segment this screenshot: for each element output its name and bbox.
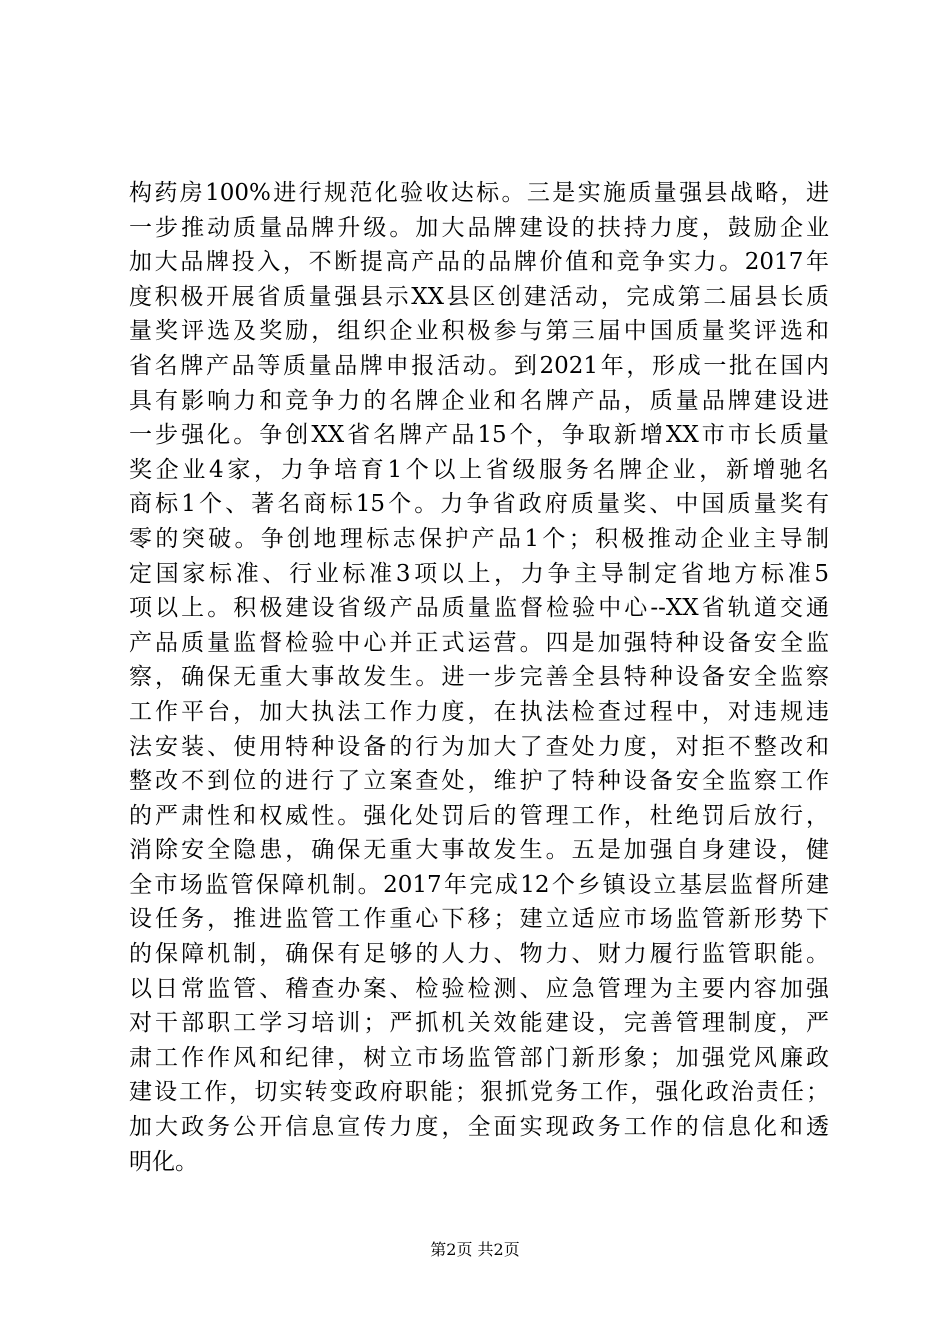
text-line: 法安装、使用特种设备的行为加大了查处力度，对拒不整改和	[129, 733, 829, 760]
text-line: 一步推动质量品牌升级。加大品牌建设的扶持力度，鼓励企业	[129, 214, 829, 241]
text-line: 设任务，推进监管工作重心下移；建立适应市场监管新形势下	[129, 906, 829, 933]
text-line: 具有影响力和竞争力的名牌企业和名牌产品，质量品牌建设进	[129, 387, 829, 414]
text-line: 肃工作作风和纪律，树立市场监管部门新形象；加强党风廉政	[129, 1044, 829, 1071]
text-line: 察，确保无重大事故发生。进一步完善全县特种设备安全监察	[129, 664, 829, 691]
text-line: 整改不到位的进行了立案查处，维护了特种设备安全监察工作	[129, 768, 829, 795]
page-footer: 第2页 共2页	[430, 1240, 520, 1259]
text-line: 产品质量监督检验中心并正式运营。四是加强特种设备安全监	[129, 629, 829, 656]
text-line: 度积极开展省质量强县示XX县区创建活动，完成第二届县长质	[129, 283, 829, 310]
text-line: 全市场监管保障机制。2017年完成12个乡镇设立基层监督所建	[129, 871, 829, 898]
text-line: 工作平台，加大执法工作力度，在执法检查过程中，对违规违	[129, 698, 829, 725]
text-line: 明化。	[129, 1148, 198, 1175]
text-line: 一步强化。争创XX省名牌产品15个，争取新增XX市市长质量	[129, 422, 829, 449]
text-line: 量奖评选及奖励，组织企业积极参与第三届中国质量奖评选和	[129, 318, 829, 345]
text-line: 商标1个、著名商标15个。力争省政府质量奖、中国质量奖有	[129, 491, 829, 518]
text-line: 建设工作，切实转变政府职能；狠抓党务工作，强化政治责任；	[129, 1079, 829, 1106]
text-line: 加大品牌投入，不断提高产品的品牌价值和竞争实力。2017年	[129, 249, 829, 276]
text-line: 省名牌产品等质量品牌申报活动。到2021年，形成一批在国内	[129, 352, 829, 379]
text-line: 定国家标准、行业标准3项以上，力争主导制定省地方标准5	[129, 560, 829, 587]
text-line: 项以上。积极建设省级产品质量监督检验中心--XX省轨道交通	[129, 595, 829, 622]
body-paragraph	[129, 176, 829, 1179]
text-line: 的保障机制，确保有足够的人力、物力、财力履行监管职能。	[129, 941, 829, 968]
text-line: 奖企业4家，力争培育1个以上省级服务名牌企业，新增驰名	[129, 456, 829, 483]
text-line: 构药房100%进行规范化验收达标。三是实施质量强县战略，进	[129, 180, 829, 206]
text-line: 的严肃性和权威性。强化处罚后的管理工作，杜绝罚后放行，	[129, 802, 829, 829]
text-line: 对干部职工学习培训；严抓机关效能建设，完善管理制度，严	[129, 1010, 829, 1037]
text-line: 消除安全隐患，确保无重大事故发生。五是加强自身建设，健	[129, 837, 829, 864]
text-line: 零的突破。争创地理标志保护产品1个；积极推动企业主导制	[129, 525, 829, 552]
text-line: 以日常监管、稽查办案、检验检测、应急管理为主要内容加强	[129, 975, 829, 1002]
text-line: 加大政务公开信息宣传力度，全面实现政务工作的信息化和透	[129, 1114, 829, 1141]
